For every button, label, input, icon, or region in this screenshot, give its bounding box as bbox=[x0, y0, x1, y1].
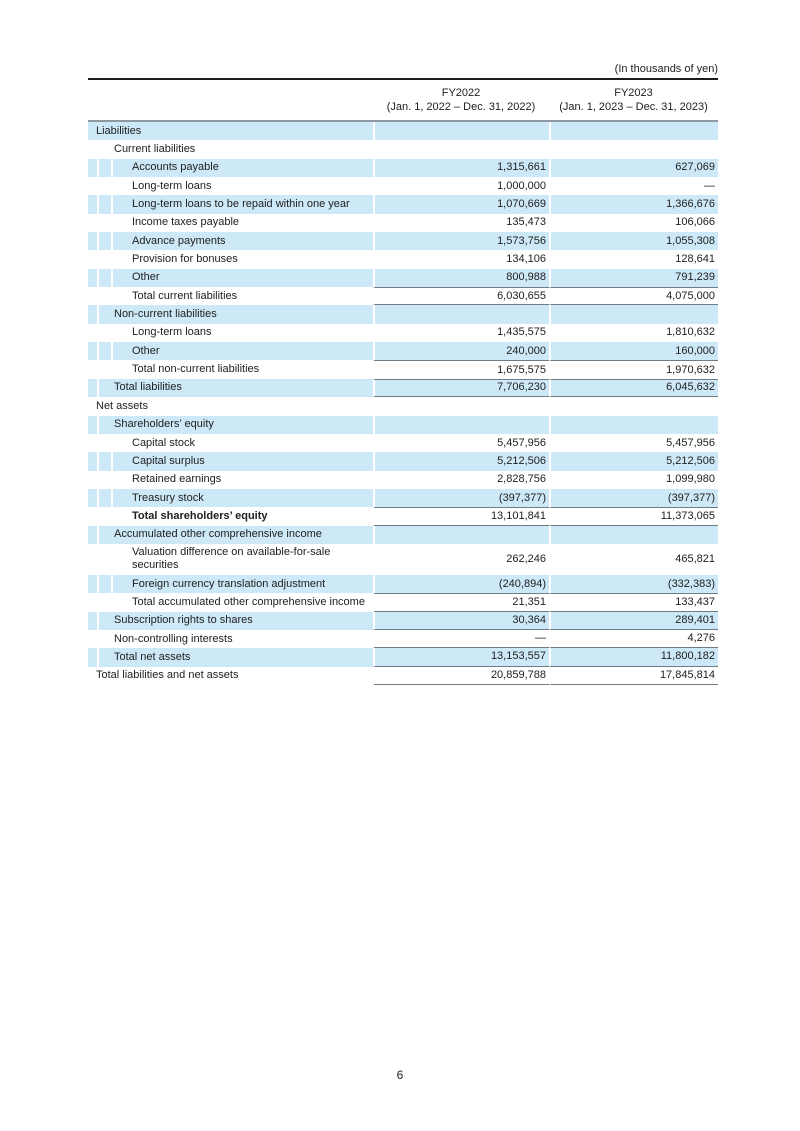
table-row bbox=[88, 140, 718, 158]
value-fy2022 bbox=[373, 140, 549, 158]
indent-cell bbox=[99, 452, 113, 470]
value-fy2023: 11,373,065 bbox=[549, 507, 718, 525]
value-fy2022: 134,106 bbox=[373, 250, 549, 268]
table-row bbox=[88, 593, 718, 611]
value-fy2023 bbox=[549, 122, 718, 140]
indent-cell bbox=[88, 159, 99, 177]
indent-cell bbox=[99, 250, 113, 268]
value-fy2023 bbox=[549, 416, 718, 434]
row-label: Total shareholders’ equity bbox=[132, 509, 268, 522]
value-fy2023: 4,075,000 bbox=[549, 287, 718, 305]
indent-cell bbox=[88, 612, 99, 630]
row-label: Accumulated other comprehensive income bbox=[114, 528, 322, 541]
value-fy2023: 1,055,308 bbox=[549, 232, 718, 250]
indent-cell bbox=[88, 232, 99, 250]
table-row bbox=[88, 471, 718, 489]
table-row bbox=[88, 630, 718, 648]
table-row bbox=[88, 195, 718, 213]
row-label: Accounts payable bbox=[132, 161, 219, 174]
indent-cell bbox=[99, 195, 113, 213]
indent-cell bbox=[88, 379, 99, 397]
value-fy2022: 21,351 bbox=[373, 593, 549, 611]
value-fy2022: 30,364 bbox=[373, 612, 549, 630]
value-fy2022 bbox=[373, 305, 549, 323]
value-fy2022: 5,457,956 bbox=[373, 434, 549, 452]
table-row bbox=[88, 342, 718, 360]
row-label: Current liabilities bbox=[114, 143, 196, 156]
value-fy2022: 13,153,557 bbox=[373, 648, 549, 666]
row-label: Non-current liabilities bbox=[114, 308, 217, 321]
table-row bbox=[88, 287, 718, 305]
indent-cell bbox=[88, 250, 99, 268]
value-fy2022: (397,377) bbox=[373, 489, 549, 507]
table-row bbox=[88, 379, 718, 397]
page-number: 6 bbox=[396, 1068, 404, 1082]
value-fy2022: 1,315,661 bbox=[373, 159, 549, 177]
fy2023-period: (Jan. 1, 2023 – Dec. 31, 2023) bbox=[559, 101, 708, 113]
indent-cell bbox=[99, 507, 113, 525]
value-fy2023: 17,845,814 bbox=[549, 667, 718, 685]
unit-note: (In thousands of yen) bbox=[614, 63, 718, 75]
indent-cell bbox=[88, 324, 99, 342]
indent-cell bbox=[99, 489, 113, 507]
row-label: Income taxes payable bbox=[132, 216, 240, 229]
value-fy2023: 1,099,980 bbox=[549, 471, 718, 489]
column-header-fy2022 bbox=[373, 86, 549, 114]
row-label: Long-term loans bbox=[132, 179, 212, 192]
indent-cell bbox=[88, 416, 99, 434]
value-fy2023: 6,045,632 bbox=[549, 379, 718, 397]
row-label: Total liabilities and net assets bbox=[96, 669, 239, 682]
value-fy2023: 791,239 bbox=[549, 269, 718, 287]
row-label: Foreign currency translation adjustment bbox=[132, 577, 326, 590]
table-row bbox=[88, 324, 718, 342]
indent-cell bbox=[88, 360, 99, 378]
table-row bbox=[88, 122, 718, 140]
table-row bbox=[88, 489, 718, 507]
row-label: Liabilities bbox=[96, 124, 142, 137]
value-fy2023: 1,810,632 bbox=[549, 324, 718, 342]
indent-cell bbox=[99, 177, 113, 195]
value-fy2023: 1,970,632 bbox=[549, 360, 718, 378]
indent-cell bbox=[88, 544, 99, 575]
table-row bbox=[88, 434, 718, 452]
value-fy2022 bbox=[373, 122, 549, 140]
row-label: Treasury stock bbox=[132, 491, 204, 504]
indent-cell bbox=[99, 232, 113, 250]
indent-cell bbox=[99, 269, 113, 287]
column-header-spacer bbox=[88, 86, 373, 114]
table-row bbox=[88, 214, 718, 232]
row-label: Capital stock bbox=[132, 436, 195, 449]
balance-sheet-table bbox=[88, 78, 718, 685]
indent-cell bbox=[88, 214, 99, 232]
indent-cell bbox=[99, 342, 113, 360]
value-fy2023: 4,276 bbox=[549, 630, 718, 648]
fy2023-label: FY2023 bbox=[614, 87, 653, 99]
value-fy2023: 128,641 bbox=[549, 250, 718, 268]
row-label: Non-controlling interests bbox=[114, 632, 233, 645]
indent-cell bbox=[99, 434, 113, 452]
value-fy2023: 465,821 bbox=[549, 544, 718, 575]
indent-cell bbox=[88, 269, 99, 287]
indent-cell bbox=[99, 287, 113, 305]
indent-cell bbox=[88, 434, 99, 452]
indent-cell bbox=[99, 471, 113, 489]
value-fy2022: 13,101,841 bbox=[373, 507, 549, 525]
row-label: Total current liabilities bbox=[132, 289, 238, 302]
indent-cell bbox=[88, 140, 99, 158]
indent-cell bbox=[99, 575, 113, 593]
column-header-fy2023 bbox=[549, 86, 718, 114]
indent-cell bbox=[88, 648, 99, 666]
table-row bbox=[88, 648, 718, 666]
value-fy2022: 135,473 bbox=[373, 214, 549, 232]
indent-cell bbox=[99, 360, 113, 378]
value-fy2023: — bbox=[549, 177, 718, 195]
value-fy2022 bbox=[373, 397, 549, 415]
indent-cell bbox=[99, 544, 113, 575]
indent-cell bbox=[88, 630, 99, 648]
row-label: Long-term loans bbox=[132, 326, 212, 339]
value-fy2022: 240,000 bbox=[373, 342, 549, 360]
column-headers bbox=[88, 80, 718, 122]
row-label: Other bbox=[132, 271, 160, 284]
row-label: Net assets bbox=[96, 399, 148, 412]
row-label: Retained earnings bbox=[132, 473, 222, 486]
value-fy2022 bbox=[373, 416, 549, 434]
value-fy2023: 289,401 bbox=[549, 612, 718, 630]
value-fy2022: 1,000,000 bbox=[373, 177, 549, 195]
row-label: Total net assets bbox=[114, 650, 191, 663]
indent-cell bbox=[88, 287, 99, 305]
table-row bbox=[88, 305, 718, 323]
value-fy2023: 5,212,506 bbox=[549, 452, 718, 470]
fy2022-period: (Jan. 1, 2022 – Dec. 31, 2022) bbox=[386, 101, 536, 113]
indent-cell bbox=[88, 471, 99, 489]
value-fy2023: 133,437 bbox=[549, 593, 718, 611]
indent-cell bbox=[88, 342, 99, 360]
value-fy2023: 627,069 bbox=[549, 159, 718, 177]
row-label: Provision for bonuses bbox=[132, 253, 238, 266]
table-row bbox=[88, 507, 718, 525]
value-fy2022: 2,828,756 bbox=[373, 471, 549, 489]
indent-cell bbox=[88, 575, 99, 593]
indent-cell bbox=[88, 305, 99, 323]
value-fy2023: (332,383) bbox=[549, 575, 718, 593]
row-label: Capital surplus bbox=[132, 454, 205, 467]
value-fy2022: 1,435,575 bbox=[373, 324, 549, 342]
table-row bbox=[88, 397, 718, 415]
indent-cell bbox=[99, 324, 113, 342]
fy2022-label: FY2022 bbox=[441, 87, 481, 99]
indent-cell bbox=[88, 593, 99, 611]
indent-cell bbox=[99, 159, 113, 177]
value-fy2022: 800,988 bbox=[373, 269, 549, 287]
table-row bbox=[88, 177, 718, 195]
value-fy2022: (240,894) bbox=[373, 575, 549, 593]
value-fy2022: 5,212,506 bbox=[373, 452, 549, 470]
row-label: Other bbox=[132, 344, 160, 357]
value-fy2023: (397,377) bbox=[549, 489, 718, 507]
row-label: Advance payments bbox=[132, 234, 226, 247]
row-label: Total accumulated other comprehensive income bbox=[132, 595, 365, 608]
indent-cell bbox=[88, 195, 99, 213]
value-fy2022: 262,246 bbox=[373, 544, 549, 575]
table-row bbox=[88, 360, 718, 378]
indent-cell bbox=[99, 214, 113, 232]
row-label: Subscription rights to shares bbox=[114, 614, 253, 627]
indent-cell bbox=[99, 593, 113, 611]
value-fy2023: 160,000 bbox=[549, 342, 718, 360]
table-row bbox=[88, 416, 718, 434]
value-fy2022: 6,030,655 bbox=[373, 287, 549, 305]
value-fy2022: 20,859,788 bbox=[373, 667, 549, 685]
table-row bbox=[88, 250, 718, 268]
table-row bbox=[88, 269, 718, 287]
table-row bbox=[88, 575, 718, 593]
row-label: Total non-current liabilities bbox=[132, 363, 260, 376]
table-row bbox=[88, 612, 718, 630]
indent-cell bbox=[88, 177, 99, 195]
value-fy2022: 7,706,230 bbox=[373, 379, 549, 397]
value-fy2023: 1,366,676 bbox=[549, 195, 718, 213]
table-row bbox=[88, 544, 718, 575]
value-fy2022: — bbox=[373, 630, 549, 648]
value-fy2022: 1,070,669 bbox=[373, 195, 549, 213]
row-label: Shareholders’ equity bbox=[114, 418, 214, 431]
table-row bbox=[88, 452, 718, 470]
table-row bbox=[88, 526, 718, 544]
value-fy2023 bbox=[549, 140, 718, 158]
value-fy2022: 1,573,756 bbox=[373, 232, 549, 250]
indent-cell bbox=[88, 489, 99, 507]
value-fy2022: 1,675,575 bbox=[373, 360, 549, 378]
row-label: Total liabilities bbox=[114, 381, 182, 394]
value-fy2023: 5,457,956 bbox=[549, 434, 718, 452]
row-label: Long-term loans to be repaid within one year bbox=[132, 198, 350, 211]
value-fy2023: 11,800,182 bbox=[549, 648, 718, 666]
indent-cell bbox=[88, 507, 99, 525]
value-fy2023 bbox=[549, 526, 718, 544]
row-label: Valuation difference on available-for-sale securities bbox=[132, 546, 331, 572]
value-fy2023 bbox=[549, 397, 718, 415]
table-row bbox=[88, 159, 718, 177]
indent-cell bbox=[88, 526, 99, 544]
indent-cell bbox=[88, 452, 99, 470]
value-fy2023: 106,066 bbox=[549, 214, 718, 232]
table-row bbox=[88, 667, 718, 685]
value-fy2022 bbox=[373, 526, 549, 544]
balance-sheet-rows bbox=[88, 122, 718, 685]
table-row bbox=[88, 232, 718, 250]
value-fy2023 bbox=[549, 305, 718, 323]
